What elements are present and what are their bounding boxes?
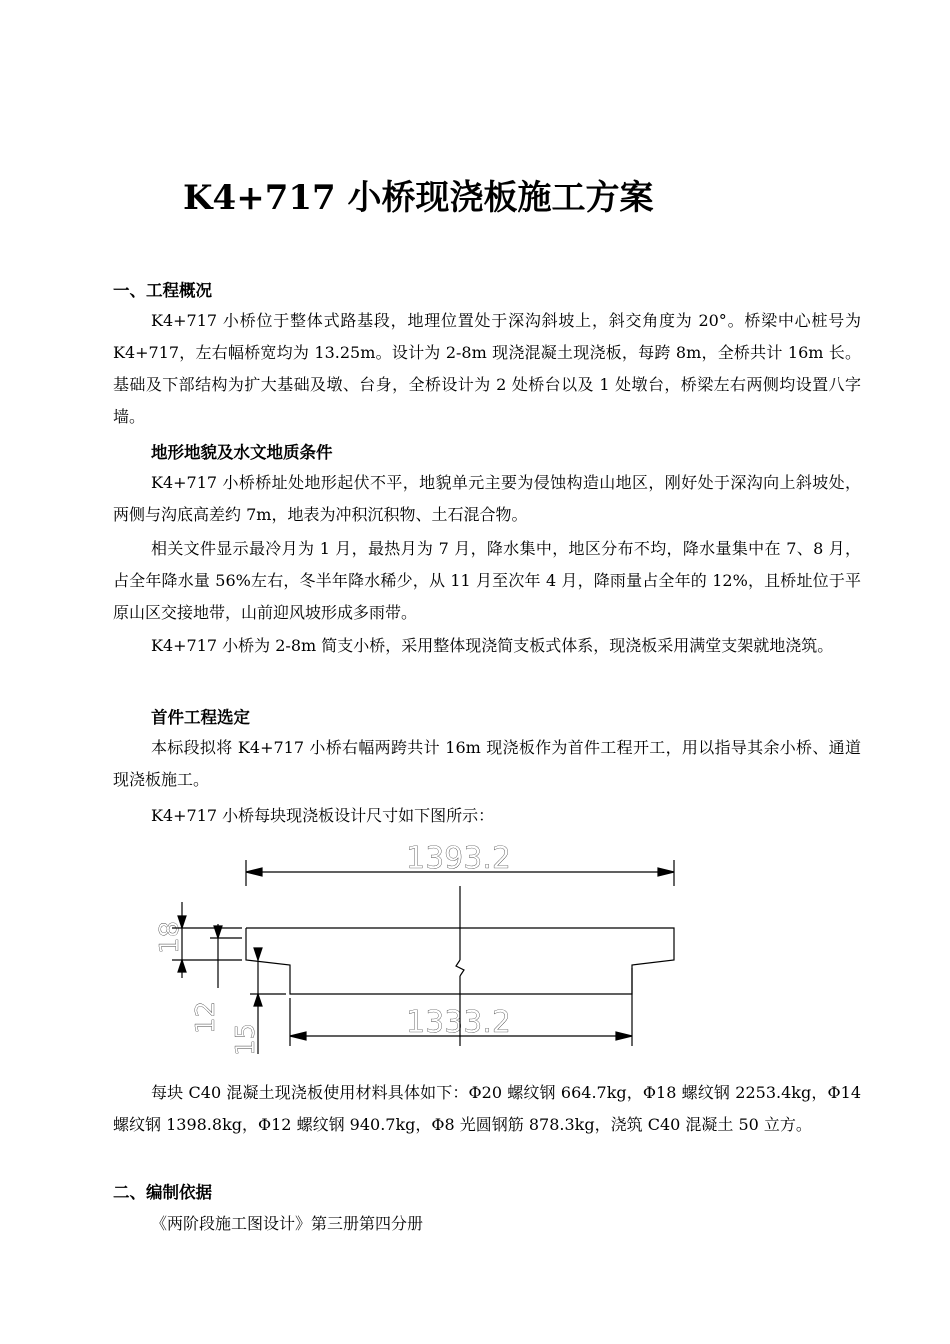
- break-symbol: [456, 960, 464, 976]
- slab-cross-section-drawing: [150, 838, 690, 1063]
- arrow-down-icon: [214, 926, 222, 938]
- page-title: K4+717 小桥现浇板施工方案: [183, 178, 654, 218]
- subheading-first-project: 首件工程选定: [151, 708, 250, 727]
- section-heading-basis: 二、编制依据: [113, 1183, 212, 1202]
- top-dimension-label: 1393.2: [406, 841, 511, 876]
- arrow-down-icon: [254, 948, 262, 960]
- dim-12-label: 12: [191, 1000, 221, 1034]
- arrow-left-icon: [290, 1032, 306, 1040]
- figure-caption-line: K4+717 小桥每块现浇板设计尺寸如下图所示：: [151, 806, 495, 825]
- paragraph-first-project: 本标段拟将 K4+717 小桥右幅两跨共计 16m 现浇板作为首件工程开工，用以指导其余小桥、通道现浇板施工。: [113, 738, 861, 789]
- paragraph-bridge-overview: K4+717 小桥位于整体式路基段，地理位置处于深沟斜坡上，斜交角度为 20°。桥梁中心桩号为 K4+717，左右幅桥宽均为 13.25m。设计为 2-8m 现浇混凝土现浇板，每跨 8m，全桥共计 16m 长。基础及下部结构为扩大基础及墩、台身，全桥设计为 2 处桥台以及 1 处墩台，桥梁左右两侧均设置八字墙。: [113, 311, 861, 426]
- paragraph-terrain: K4+717 小桥桥址处地形起伏不平，地貌单元主要为侵蚀构造山地区，刚好处于深沟向上斜坡处，两侧与沟底高差约 7m，地表为冲积沉积物、土石混合物。: [113, 473, 861, 524]
- arrow-right-icon: [616, 1032, 632, 1040]
- dim-18-label: 18: [155, 920, 185, 954]
- dim-15-label: 15: [231, 1022, 261, 1056]
- subheading-terrain: 地形地貌及水文地质条件: [151, 443, 333, 462]
- section-heading-overview: 一、工程概况: [113, 281, 212, 300]
- arrow-up-icon: [254, 994, 262, 1006]
- bottom-dimension-label: 1333.2: [406, 1005, 511, 1040]
- arrow-right-icon: [658, 868, 674, 876]
- arrow-left-icon: [246, 868, 262, 876]
- paragraph-climate: 相关文件显示最冷月为 1 月，最热月为 7 月，降水集中，地区分布不均，降水量集中在 7、8 月，占全年降水量 56%左右，冬半年降水稀少，从 11 月至次年 4 月，降雨量占全年的 12%，且桥址位于平原山区交接地带，山前迎风坡形成多雨带。: [113, 539, 861, 622]
- paragraph-structure: K4+717 小桥为 2-8m 简支小桥，采用整体现浇简支板式体系，现浇板采用满堂支架就地浇筑。: [151, 636, 834, 655]
- paragraph-materials: 每块 C40 混凝土现浇板使用材料具体如下：Φ20 螺纹钢 664.7kg，Φ18 螺纹钢 2253.4kg，Φ14 螺纹钢 1398.8kg，Φ12 螺纹钢 940.7kg，Φ8 光圆钢筋 878.3kg，浇筑 C40 混凝土 50 立方。: [113, 1083, 861, 1134]
- basis-reference-line: 《两阶段施工图设计》第三册第四分册: [151, 1214, 424, 1233]
